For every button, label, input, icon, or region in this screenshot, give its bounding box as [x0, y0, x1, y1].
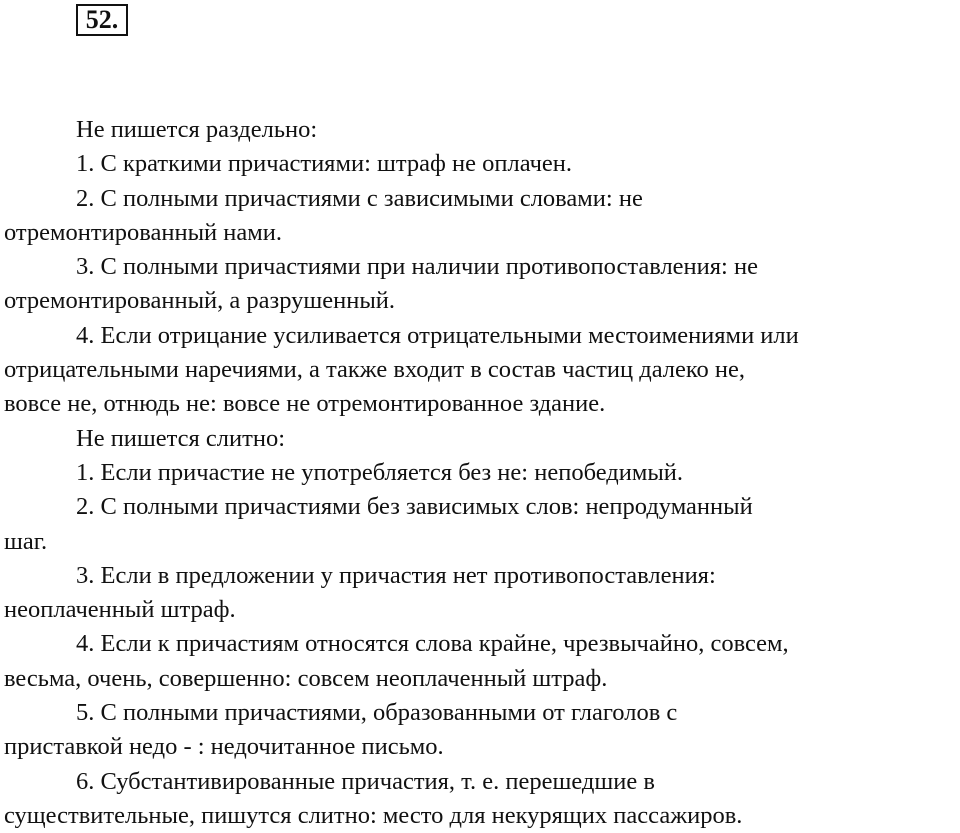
text-line: 3. С полными причастиями при наличии противопоставления: не [76, 253, 758, 281]
text-line: 2. С полными причастиями с зависимыми словами: не [76, 184, 643, 212]
text-line: Не пишется слитно: [76, 424, 286, 452]
text-line: отрицательными наречиями, а также входит в состав частиц далеко не, [4, 356, 746, 384]
text-line: 3. Если в предложении у причастия нет противопоставления: [76, 561, 716, 589]
text-line: 2. С полными причастиями без зависимых слов: непродуманный [76, 493, 753, 521]
rules-text [4, 113, 960, 833]
text-line: 6. Субстантивированные причастия, т. е. перешедшие в [76, 767, 655, 795]
text-line: существительные, пишутся слитно: место для некурящих пассажиров. [4, 801, 743, 829]
text-line: Не пишется раздельно: [76, 116, 318, 143]
text-line: отремонтированный нами. [4, 218, 283, 246]
text-line: неоплаченный штраф. [4, 596, 236, 624]
text-line: 4. Если отрицание усиливается отрицательными местоимениями или [76, 321, 799, 349]
text-line: 1. С краткими причастиями: штраф не оплачен. [76, 150, 573, 178]
text-line: 1. Если причастие не употребляется без не: непобедимый. [76, 458, 684, 486]
text-line: 5. С полными причастиями, образованными от глаголов с [76, 699, 678, 727]
exercise-number: 52. [76, 4, 128, 36]
text-line: отремонтированный, а разрушенный. [4, 287, 396, 315]
text-line: вовсе не, отнюдь не: вовсе не отремонтированное здание. [4, 390, 606, 418]
text-line: 4. Если к причастиям относятся слова крайне, чрезвычайно, совсем, [76, 630, 789, 658]
text-line: приставкой недо - : недочитанное письмо. [4, 733, 444, 761]
text-line: шаг. [4, 527, 48, 555]
text-line: весьма, очень, совершенно: совсем неоплаченный штраф. [4, 664, 608, 692]
